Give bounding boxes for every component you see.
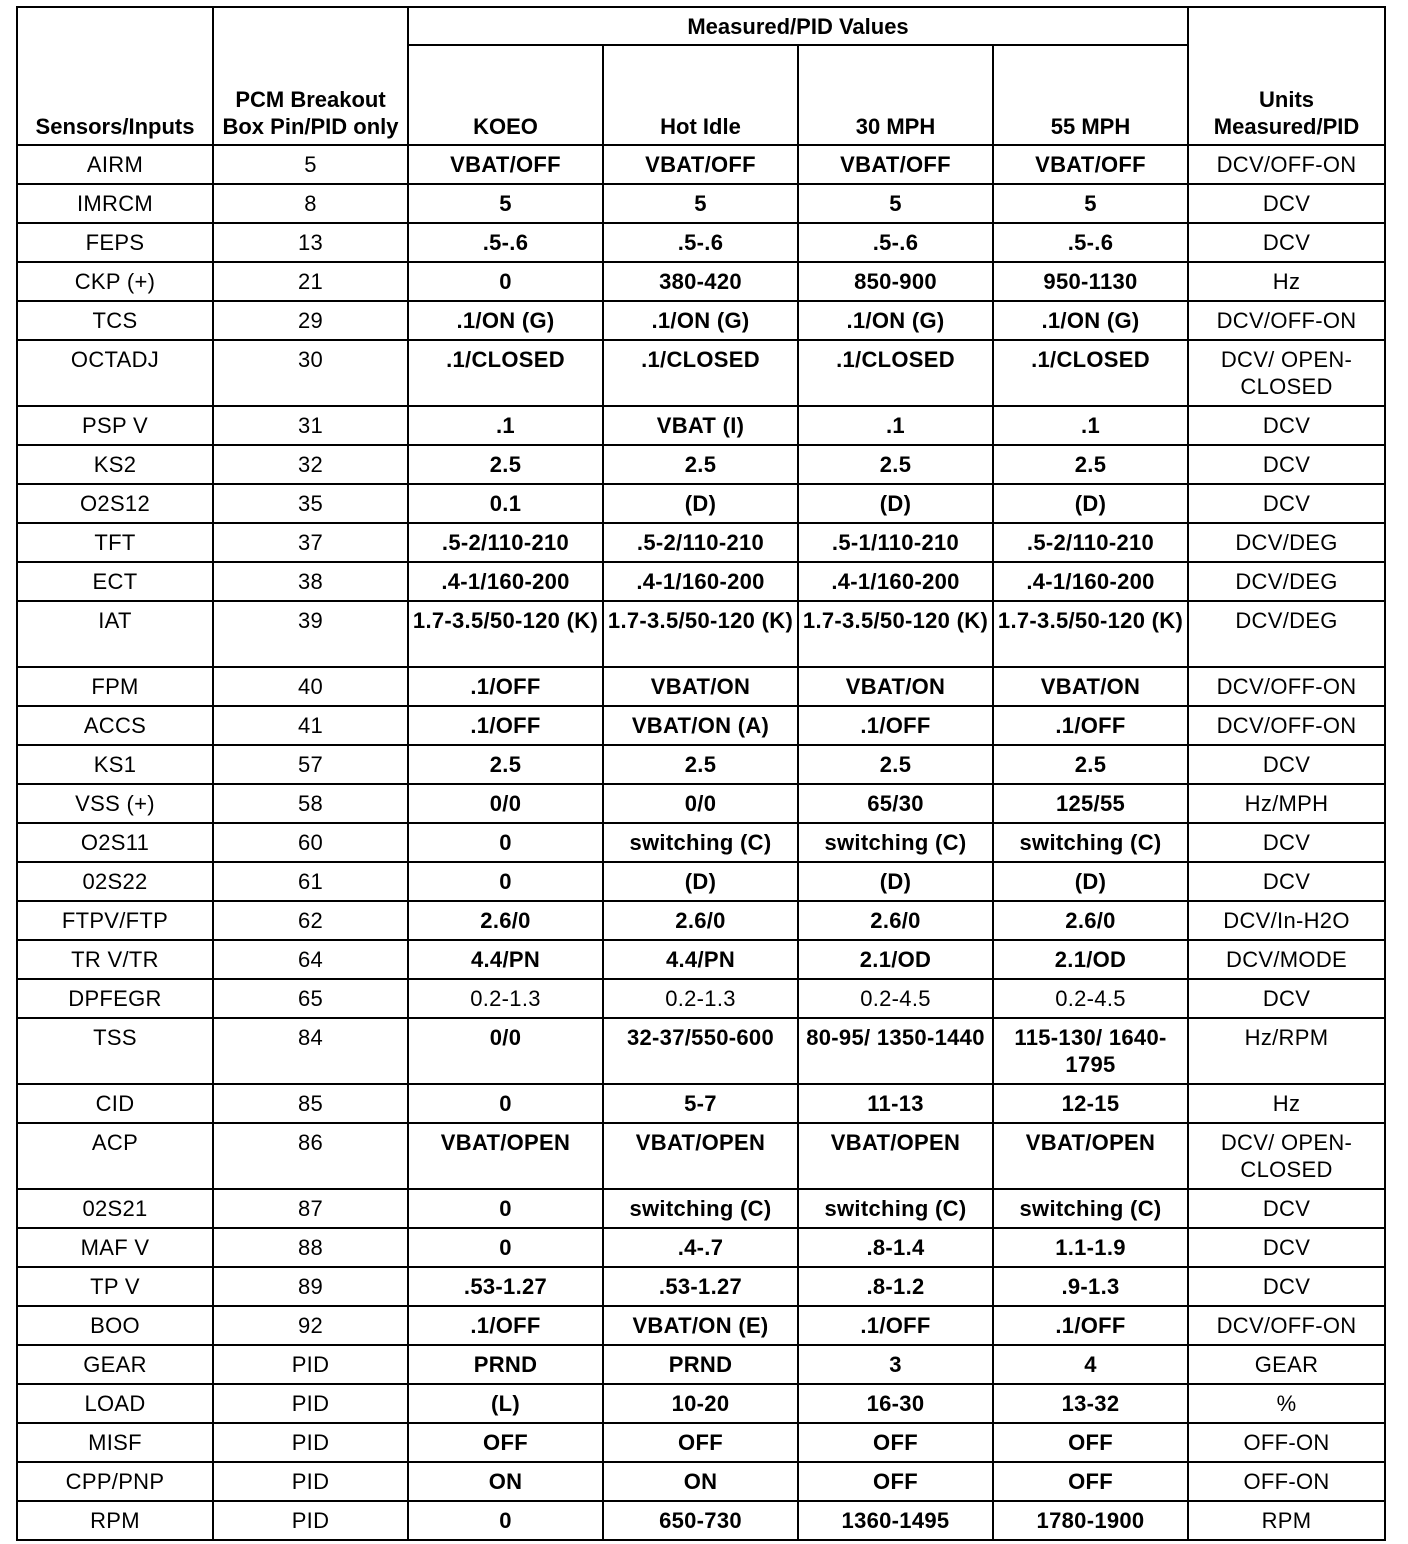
header-koeo: KOEO (408, 45, 603, 145)
value-hot-idle: 2.6/0 (603, 901, 798, 940)
units-measured: DCV (1188, 484, 1385, 523)
value-hot-idle: VBAT/ON (A) (603, 706, 798, 745)
pin-number: 60 (213, 823, 408, 862)
value-30-mph: 2.5 (798, 745, 993, 784)
sensor-name: ACCS (17, 706, 213, 745)
table-row (17, 445, 1385, 484)
pin-number: 92 (213, 1306, 408, 1345)
value-30-mph: 80-95/ 1350-1440 (798, 1018, 993, 1084)
units-measured: DCV/DEG (1188, 523, 1385, 562)
table-row (17, 1345, 1385, 1384)
value-hot-idle: VBAT/OPEN (603, 1123, 798, 1189)
units-measured: OFF-ON (1188, 1462, 1385, 1501)
header-pcm-pin: PCM Breakout Box Pin/PID only (213, 7, 408, 145)
units-measured: DCV/ OPEN-CLOSED (1188, 1123, 1385, 1189)
value-hot-idle: VBAT/ON (E) (603, 1306, 798, 1345)
units-measured: OFF-ON (1188, 1423, 1385, 1462)
value-koeo: OFF (408, 1423, 603, 1462)
value-30-mph: 65/30 (798, 784, 993, 823)
sensor-name: ACP (17, 1123, 213, 1189)
value-55-mph: .1/OFF (993, 706, 1188, 745)
value-koeo: 0/0 (408, 1018, 603, 1084)
units-measured: DCV (1188, 1267, 1385, 1306)
sensor-name: TSS (17, 1018, 213, 1084)
value-koeo: .1/OFF (408, 1306, 603, 1345)
value-koeo: .1/CLOSED (408, 340, 603, 406)
value-koeo: 0 (408, 823, 603, 862)
value-30-mph: .1/ON (G) (798, 301, 993, 340)
value-55-mph: 115-130/ 1640-1795 (993, 1018, 1188, 1084)
value-hot-idle: .4-1/160-200 (603, 562, 798, 601)
value-hot-idle: 380-420 (603, 262, 798, 301)
pin-number: 85 (213, 1084, 408, 1123)
pin-number: 86 (213, 1123, 408, 1189)
header-sensors: Sensors/Inputs (17, 7, 213, 145)
spec-table-container (16, 6, 1386, 1541)
units-measured: DCV/OFF-ON (1188, 667, 1385, 706)
sensor-name: LOAD (17, 1384, 213, 1423)
table-header (17, 7, 1385, 145)
sensor-name: 02S21 (17, 1189, 213, 1228)
value-55-mph: 5 (993, 184, 1188, 223)
value-hot-idle: switching (C) (603, 1189, 798, 1228)
value-hot-idle: .5-2/110-210 (603, 523, 798, 562)
pin-number: 13 (213, 223, 408, 262)
pin-number: PID (213, 1501, 408, 1540)
value-hot-idle: PRND (603, 1345, 798, 1384)
table-body (17, 145, 1385, 1540)
units-measured: DCV (1188, 406, 1385, 445)
units-measured: GEAR (1188, 1345, 1385, 1384)
value-30-mph: VBAT/OFF (798, 145, 993, 184)
value-55-mph: 125/55 (993, 784, 1188, 823)
table-row (17, 901, 1385, 940)
pin-number: PID (213, 1384, 408, 1423)
value-55-mph: .4-1/160-200 (993, 562, 1188, 601)
sensor-name: KS1 (17, 745, 213, 784)
value-30-mph: OFF (798, 1462, 993, 1501)
value-hot-idle: 0/0 (603, 784, 798, 823)
table-row (17, 1084, 1385, 1123)
units-measured: DCV/In-H2O (1188, 901, 1385, 940)
sensor-name: ECT (17, 562, 213, 601)
value-30-mph: .8-1.2 (798, 1267, 993, 1306)
value-30-mph: .1/OFF (798, 706, 993, 745)
value-30-mph: 850-900 (798, 262, 993, 301)
value-55-mph: 1.7-3.5/50-120 (K) (993, 601, 1188, 667)
value-koeo: 0.1 (408, 484, 603, 523)
value-55-mph: VBAT/OPEN (993, 1123, 1188, 1189)
value-koeo: 0 (408, 1084, 603, 1123)
value-hot-idle: 0.2-1.3 (603, 979, 798, 1018)
value-koeo: VBAT/OFF (408, 145, 603, 184)
table-row (17, 484, 1385, 523)
pin-number: PID (213, 1423, 408, 1462)
value-koeo: .53-1.27 (408, 1267, 603, 1306)
units-measured: DCV/DEG (1188, 562, 1385, 601)
value-55-mph: 1780-1900 (993, 1501, 1188, 1540)
value-hot-idle: .53-1.27 (603, 1267, 798, 1306)
sensor-name: FPM (17, 667, 213, 706)
sensor-name: CKP (+) (17, 262, 213, 301)
value-30-mph: 16-30 (798, 1384, 993, 1423)
value-30-mph: .1/CLOSED (798, 340, 993, 406)
pin-number: PID (213, 1462, 408, 1501)
table-row (17, 784, 1385, 823)
value-30-mph: 1.7-3.5/50-120 (K) (798, 601, 993, 667)
value-koeo: .4-1/160-200 (408, 562, 603, 601)
value-hot-idle: 2.5 (603, 745, 798, 784)
pin-number: 62 (213, 901, 408, 940)
value-30-mph: .5-.6 (798, 223, 993, 262)
value-hot-idle: 1.7-3.5/50-120 (K) (603, 601, 798, 667)
value-30-mph: 2.1/OD (798, 940, 993, 979)
value-koeo: .1 (408, 406, 603, 445)
table-row (17, 1384, 1385, 1423)
units-measured: % (1188, 1384, 1385, 1423)
sensor-name: GEAR (17, 1345, 213, 1384)
value-koeo: 1.7-3.5/50-120 (K) (408, 601, 603, 667)
value-55-mph: .5-2/110-210 (993, 523, 1188, 562)
sensor-name: OCTADJ (17, 340, 213, 406)
value-55-mph: 2.1/OD (993, 940, 1188, 979)
value-hot-idle: 650-730 (603, 1501, 798, 1540)
pin-number: 88 (213, 1228, 408, 1267)
table-row (17, 406, 1385, 445)
pin-number: 31 (213, 406, 408, 445)
sensor-name: MAF V (17, 1228, 213, 1267)
sensor-name: BOO (17, 1306, 213, 1345)
pin-number: 37 (213, 523, 408, 562)
table-row (17, 940, 1385, 979)
value-55-mph: 0.2-4.5 (993, 979, 1188, 1018)
pin-number: 32 (213, 445, 408, 484)
value-30-mph: .1 (798, 406, 993, 445)
units-measured: DCV (1188, 745, 1385, 784)
table-row (17, 1423, 1385, 1462)
header-units: Units Measured/PID (1188, 7, 1385, 145)
value-55-mph: 13-32 (993, 1384, 1188, 1423)
value-koeo: 2.5 (408, 745, 603, 784)
value-hot-idle: VBAT/OFF (603, 145, 798, 184)
value-55-mph: OFF (993, 1423, 1188, 1462)
value-hot-idle: VBAT (I) (603, 406, 798, 445)
value-55-mph: 950-1130 (993, 262, 1188, 301)
value-55-mph: 2.5 (993, 745, 1188, 784)
pid-values-table (16, 6, 1386, 1541)
value-55-mph: (D) (993, 862, 1188, 901)
pin-number: 40 (213, 667, 408, 706)
value-koeo: .1/OFF (408, 667, 603, 706)
pin-number: 8 (213, 184, 408, 223)
sensor-name: TP V (17, 1267, 213, 1306)
table-row (17, 1228, 1385, 1267)
pin-number: PID (213, 1345, 408, 1384)
pin-number: 84 (213, 1018, 408, 1084)
value-30-mph: 2.5 (798, 445, 993, 484)
value-koeo: 4.4/PN (408, 940, 603, 979)
value-koeo: .1/ON (G) (408, 301, 603, 340)
pin-number: 39 (213, 601, 408, 667)
sensor-name: PSP V (17, 406, 213, 445)
value-55-mph: .1 (993, 406, 1188, 445)
value-30-mph: switching (C) (798, 823, 993, 862)
table-row (17, 706, 1385, 745)
units-measured: DCV (1188, 445, 1385, 484)
table-row (17, 1018, 1385, 1084)
value-55-mph: .1/OFF (993, 1306, 1188, 1345)
table-row (17, 1501, 1385, 1540)
value-30-mph: switching (C) (798, 1189, 993, 1228)
units-measured: Hz (1188, 1084, 1385, 1123)
value-30-mph: .8-1.4 (798, 1228, 993, 1267)
value-hot-idle: 10-20 (603, 1384, 798, 1423)
value-hot-idle: ON (603, 1462, 798, 1501)
units-measured: DCV/OFF-ON (1188, 1306, 1385, 1345)
value-hot-idle: 2.5 (603, 445, 798, 484)
value-koeo: 0.2-1.3 (408, 979, 603, 1018)
pin-number: 57 (213, 745, 408, 784)
units-measured: DCV (1188, 979, 1385, 1018)
value-55-mph: 2.5 (993, 445, 1188, 484)
sensor-name: CPP/PNP (17, 1462, 213, 1501)
value-koeo: (L) (408, 1384, 603, 1423)
sensor-name: TFT (17, 523, 213, 562)
units-measured: Hz/MPH (1188, 784, 1385, 823)
sensor-name: FTPV/FTP (17, 901, 213, 940)
sensor-name: DPFEGR (17, 979, 213, 1018)
value-koeo: .5-2/110-210 (408, 523, 603, 562)
value-55-mph: .9-1.3 (993, 1267, 1188, 1306)
units-measured: DCV (1188, 1189, 1385, 1228)
sensor-name: O2S11 (17, 823, 213, 862)
units-measured: DCV (1188, 223, 1385, 262)
header-hot-idle: Hot Idle (603, 45, 798, 145)
value-koeo: ON (408, 1462, 603, 1501)
units-measured: DCV (1188, 184, 1385, 223)
value-30-mph: 0.2-4.5 (798, 979, 993, 1018)
value-30-mph: 11-13 (798, 1084, 993, 1123)
units-measured: Hz/RPM (1188, 1018, 1385, 1084)
value-hot-idle: OFF (603, 1423, 798, 1462)
table-row (17, 523, 1385, 562)
value-hot-idle: VBAT/ON (603, 667, 798, 706)
pin-number: 5 (213, 145, 408, 184)
sensor-name: IMRCM (17, 184, 213, 223)
value-30-mph: .5-1/110-210 (798, 523, 993, 562)
sensor-name: RPM (17, 1501, 213, 1540)
sensor-name: TR V/TR (17, 940, 213, 979)
value-30-mph: VBAT/ON (798, 667, 993, 706)
pin-number: 64 (213, 940, 408, 979)
table-row (17, 667, 1385, 706)
sensor-name: TCS (17, 301, 213, 340)
value-koeo: 2.6/0 (408, 901, 603, 940)
units-measured: Hz (1188, 262, 1385, 301)
value-30-mph: (D) (798, 484, 993, 523)
pin-number: 30 (213, 340, 408, 406)
pin-number: 61 (213, 862, 408, 901)
table-row (17, 1123, 1385, 1189)
units-measured: DCV/OFF-ON (1188, 145, 1385, 184)
value-55-mph: .5-.6 (993, 223, 1188, 262)
value-koeo: 0 (408, 1228, 603, 1267)
value-hot-idle: (D) (603, 484, 798, 523)
table-row (17, 979, 1385, 1018)
value-55-mph: 2.6/0 (993, 901, 1188, 940)
units-measured: DCV/DEG (1188, 601, 1385, 667)
value-hot-idle: 32-37/550-600 (603, 1018, 798, 1084)
table-row (17, 562, 1385, 601)
table-row (17, 301, 1385, 340)
sensor-name: 02S22 (17, 862, 213, 901)
pin-number: 35 (213, 484, 408, 523)
value-hot-idle: 5-7 (603, 1084, 798, 1123)
pin-number: 29 (213, 301, 408, 340)
value-30-mph: 5 (798, 184, 993, 223)
pin-number: 65 (213, 979, 408, 1018)
sensor-name: FEPS (17, 223, 213, 262)
value-55-mph: VBAT/ON (993, 667, 1188, 706)
value-30-mph: (D) (798, 862, 993, 901)
value-55-mph: 12-15 (993, 1084, 1188, 1123)
value-hot-idle: 5 (603, 184, 798, 223)
table-row (17, 1462, 1385, 1501)
sensor-name: AIRM (17, 145, 213, 184)
units-measured: DCV/ OPEN-CLOSED (1188, 340, 1385, 406)
units-measured: DCV (1188, 1228, 1385, 1267)
value-55-mph: 1.1-1.9 (993, 1228, 1188, 1267)
units-measured: DCV/OFF-ON (1188, 706, 1385, 745)
value-55-mph: switching (C) (993, 823, 1188, 862)
value-koeo: 0/0 (408, 784, 603, 823)
table-row (17, 862, 1385, 901)
value-koeo: .5-.6 (408, 223, 603, 262)
pin-number: 87 (213, 1189, 408, 1228)
pin-number: 38 (213, 562, 408, 601)
table-row (17, 1267, 1385, 1306)
value-30-mph: 2.6/0 (798, 901, 993, 940)
units-measured: DCV/MODE (1188, 940, 1385, 979)
value-55-mph: .1/ON (G) (993, 301, 1188, 340)
sensor-name: O2S12 (17, 484, 213, 523)
header-30-mph: 30 MPH (798, 45, 993, 145)
value-hot-idle: .1/ON (G) (603, 301, 798, 340)
value-30-mph: OFF (798, 1423, 993, 1462)
value-55-mph: switching (C) (993, 1189, 1188, 1228)
table-row (17, 223, 1385, 262)
value-30-mph: VBAT/OPEN (798, 1123, 993, 1189)
value-koeo: 5 (408, 184, 603, 223)
value-koeo: VBAT/OPEN (408, 1123, 603, 1189)
value-koeo: .1/OFF (408, 706, 603, 745)
value-hot-idle: .4-.7 (603, 1228, 798, 1267)
value-koeo: PRND (408, 1345, 603, 1384)
pin-number: 21 (213, 262, 408, 301)
units-measured: DCV/OFF-ON (1188, 301, 1385, 340)
units-measured: DCV (1188, 823, 1385, 862)
value-koeo: 0 (408, 862, 603, 901)
value-55-mph: VBAT/OFF (993, 145, 1188, 184)
value-55-mph: OFF (993, 1462, 1188, 1501)
value-30-mph: 1360-1495 (798, 1501, 993, 1540)
value-hot-idle: .1/CLOSED (603, 340, 798, 406)
table-row (17, 184, 1385, 223)
value-koeo: 2.5 (408, 445, 603, 484)
table-row (17, 1306, 1385, 1345)
value-55-mph: (D) (993, 484, 1188, 523)
pin-number: 89 (213, 1267, 408, 1306)
table-row (17, 745, 1385, 784)
table-row (17, 1189, 1385, 1228)
header-measured-group: Measured/PID Values (408, 7, 1188, 45)
sensor-name: VSS (+) (17, 784, 213, 823)
table-row (17, 262, 1385, 301)
value-hot-idle: 4.4/PN (603, 940, 798, 979)
sensor-name: MISF (17, 1423, 213, 1462)
table-row (17, 601, 1385, 667)
value-koeo: 0 (408, 1189, 603, 1228)
table-row (17, 145, 1385, 184)
table-row (17, 823, 1385, 862)
sensor-name: KS2 (17, 445, 213, 484)
sensor-name: IAT (17, 601, 213, 667)
header-55-mph: 55 MPH (993, 45, 1188, 145)
pin-number: 41 (213, 706, 408, 745)
value-30-mph: .4-1/160-200 (798, 562, 993, 601)
value-30-mph: 3 (798, 1345, 993, 1384)
sensor-name: CID (17, 1084, 213, 1123)
value-hot-idle: switching (C) (603, 823, 798, 862)
value-55-mph: .1/CLOSED (993, 340, 1188, 406)
value-55-mph: 4 (993, 1345, 1188, 1384)
value-koeo: 0 (408, 1501, 603, 1540)
pin-number: 58 (213, 784, 408, 823)
value-30-mph: .1/OFF (798, 1306, 993, 1345)
value-koeo: 0 (408, 262, 603, 301)
value-hot-idle: .5-.6 (603, 223, 798, 262)
table-row (17, 340, 1385, 406)
units-measured: DCV (1188, 862, 1385, 901)
units-measured: RPM (1188, 1501, 1385, 1540)
value-hot-idle: (D) (603, 862, 798, 901)
